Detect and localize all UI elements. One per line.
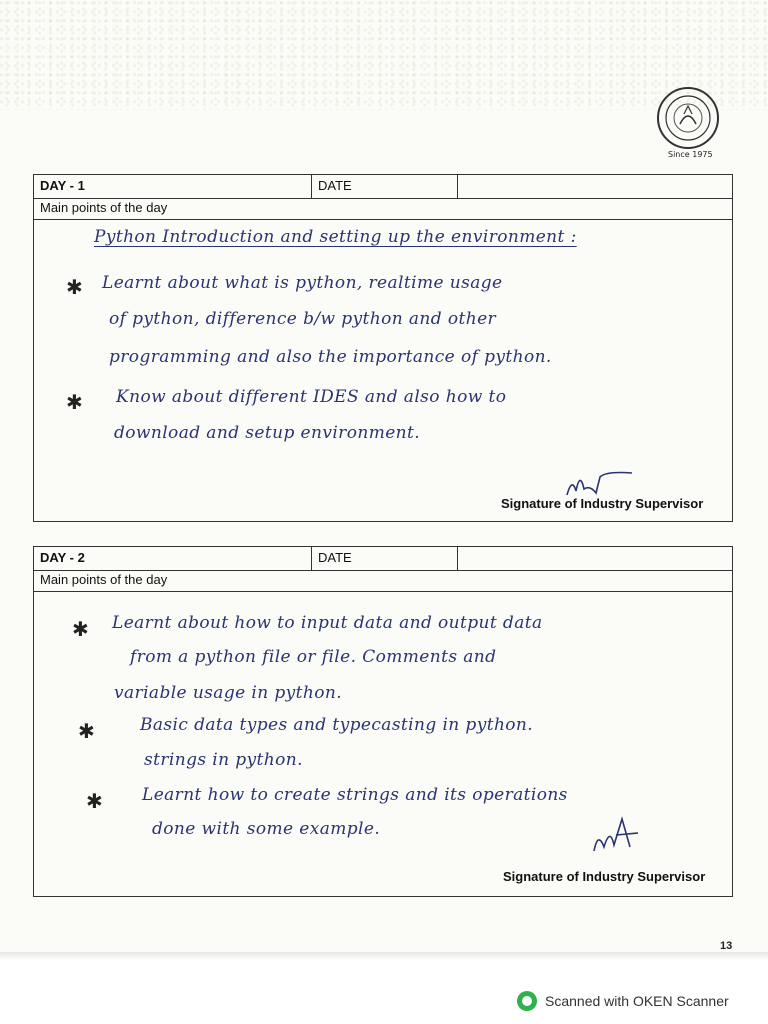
bullet-star-icon: ✱ (86, 789, 103, 813)
day-2-card (33, 546, 733, 897)
header-divider (311, 175, 312, 198)
bullet-star-icon: ✱ (78, 719, 95, 743)
day-2-date-label: DATE (318, 550, 352, 565)
day-1-main-points-label: Main points of the day (40, 200, 168, 215)
day-1-card (33, 174, 733, 522)
day-1-heading: Python Introduction and setting up the environment : (94, 227, 577, 247)
day-1-header-row (34, 175, 732, 199)
day-1-bullet-2-line-1: Know about different IDES and also how to (116, 387, 507, 407)
page-number: 13 (720, 940, 733, 952)
header-divider (457, 175, 458, 198)
day-2-label: DAY - 2 (40, 550, 85, 565)
day-2-subheader-row (34, 570, 732, 592)
page-edge-shadow (0, 952, 768, 960)
day-2-bullet-3-line-1: Learnt how to create strings and its operations (142, 785, 568, 805)
day-2-bullet-1-line-2: from a python file or file. Comments and (130, 647, 497, 667)
day-1-subheader-row (34, 198, 732, 220)
day-2-main-points-label: Main points of the day (40, 572, 168, 587)
day-2-signature-label: Signature of Industry Supervisor (503, 869, 706, 884)
day-1-signature-label: Signature of Industry Supervisor (501, 496, 704, 511)
day-2-bullet-2-line-2: strings in python. (144, 750, 303, 770)
header-divider (457, 547, 458, 570)
day-1-bullet-1-line-2: of python, difference b/w python and other (109, 309, 497, 329)
scanner-text: Scanned with OKEN Scanner (545, 993, 729, 1009)
day-1-bullet-2-line-2: download and setup environment. (114, 423, 421, 443)
day-2-bullet-1-line-1: Learnt about how to input data and output data (112, 613, 543, 633)
day-2-bullet-2-line-1: Basic data types and typecasting in python. (140, 715, 534, 735)
bullet-star-icon: ✱ (72, 617, 89, 641)
logo-since-text: Since 1975 (668, 150, 713, 159)
day-2-header-row (34, 547, 732, 571)
oken-scanner-logo-icon (517, 991, 537, 1011)
header-divider (311, 547, 312, 570)
day-2-bullet-3-line-2: done with some example. (152, 819, 381, 839)
bullet-star-icon: ✱ (66, 275, 83, 299)
scanner-watermark (517, 990, 729, 1012)
supervisor-signature (588, 813, 648, 857)
day-1-date-label: DATE (318, 178, 352, 193)
day-1-label: DAY - 1 (40, 178, 85, 193)
bullet-star-icon: ✱ (66, 390, 83, 414)
day-1-bullet-1-line-1: Learnt about what is python, realtime usage (102, 273, 503, 293)
day-1-bullet-1-line-3: programming and also the importance of python. (109, 347, 552, 367)
day-2-bullet-1-line-3: variable usage in python. (114, 683, 343, 703)
